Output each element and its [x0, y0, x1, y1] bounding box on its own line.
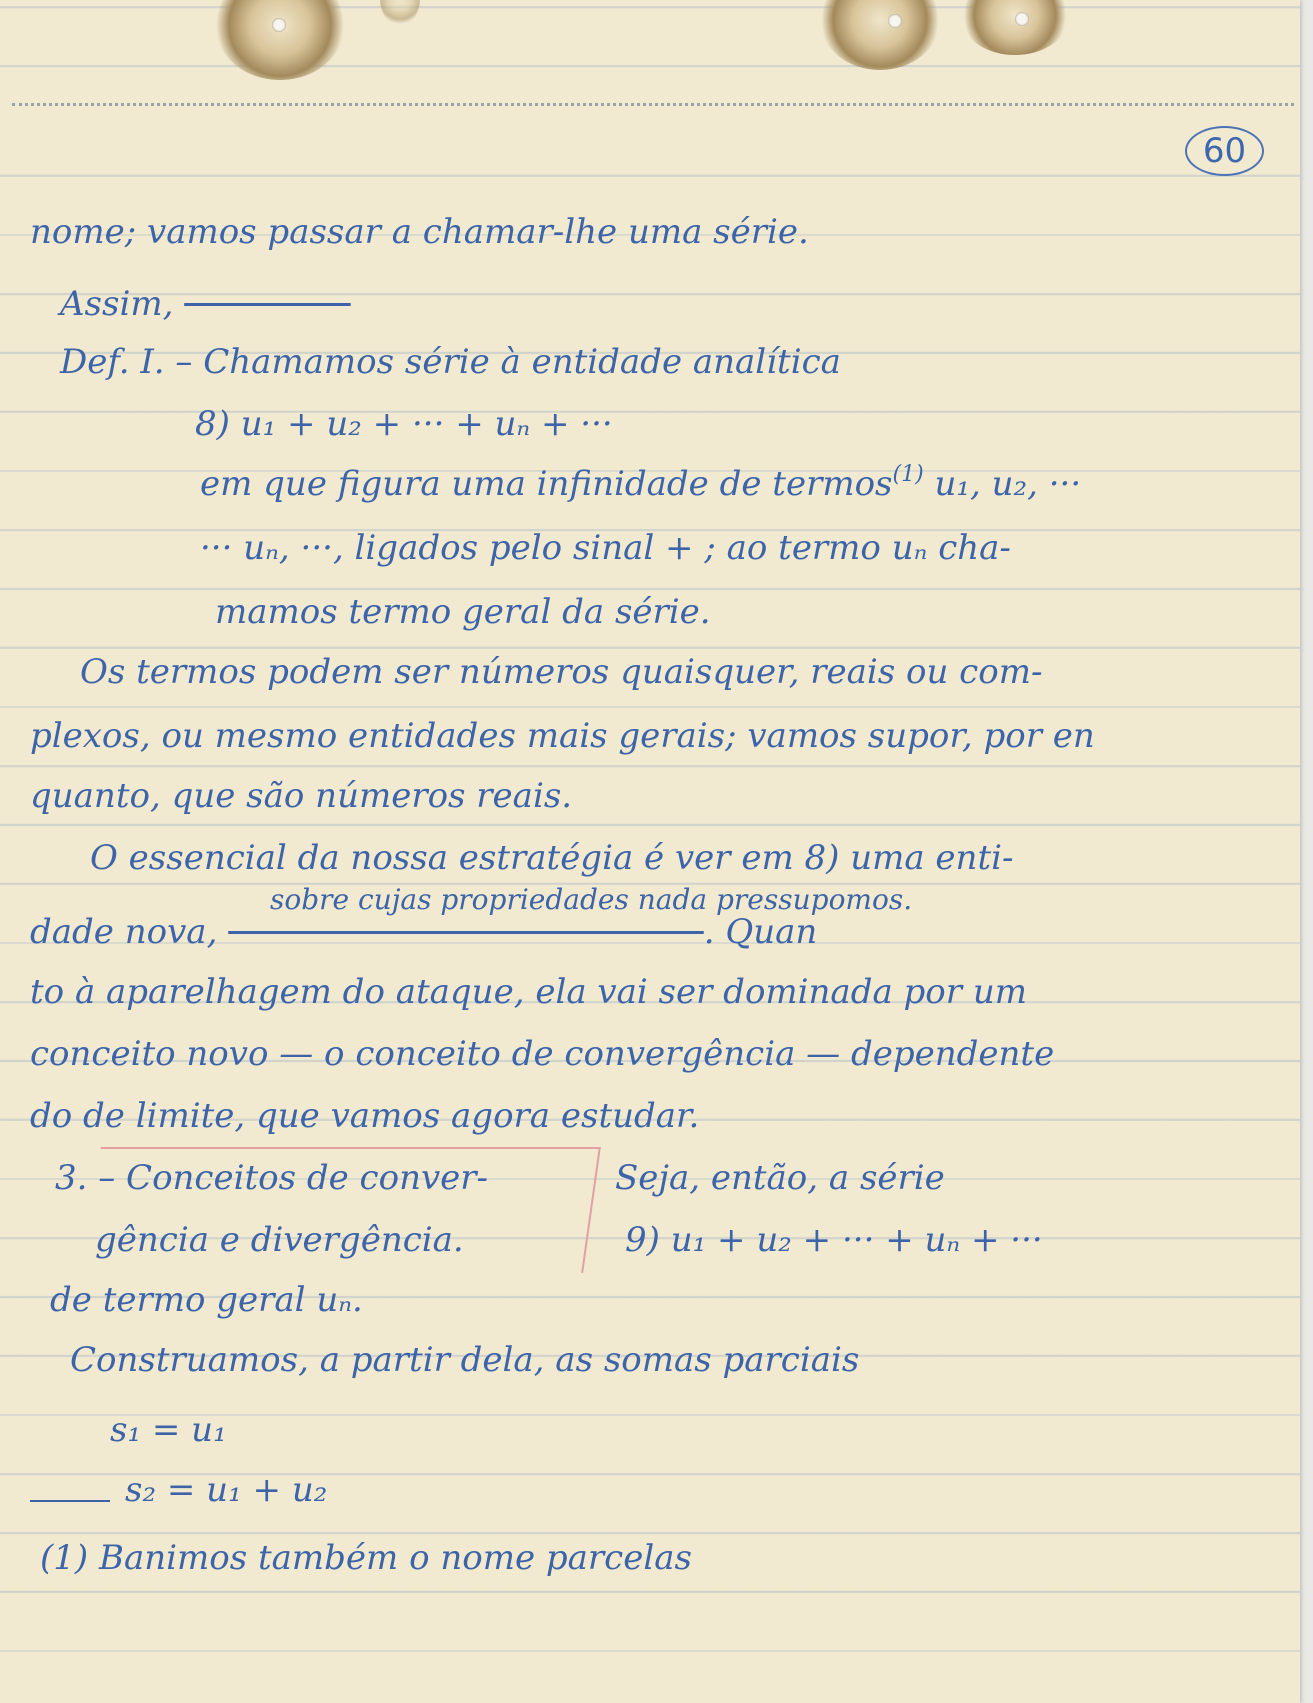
text-line: nome; vamos passar a chamar-lhe uma série. — [30, 212, 809, 252]
text-line: Construamos, a partir dela, as somas parciais — [70, 1340, 860, 1380]
burn-mark — [960, 0, 1070, 55]
formula-8: 8) u₁ + u₂ + ··· + uₙ + ··· — [195, 404, 613, 444]
burn-mark — [820, 0, 940, 70]
punch-hole — [888, 14, 902, 28]
burn-mark — [215, 0, 345, 80]
text-line: quanto, que são números reais. — [30, 776, 573, 816]
text-line: de termo geral uₙ. — [50, 1280, 363, 1320]
text-line: Seja, então, a série — [615, 1158, 945, 1198]
inserted-text: sobre cujas propriedades nada pressupomos. — [270, 883, 913, 916]
section-heading: gência e divergência. — [95, 1220, 464, 1260]
formula-partial-sum: s₁ = u₁ — [110, 1410, 227, 1450]
text-line: to à aparelhagem do ataque, ela vai ser dominada por um — [30, 972, 1027, 1012]
section-heading: 3. – Conceitos de conver- — [55, 1158, 489, 1198]
punch-hole — [272, 18, 286, 32]
text-line: O essencial da nossa estratégia é ver em 8) uma enti- — [90, 838, 1014, 878]
formula-partial-sum: s₂ = u₁ + u₂ — [125, 1470, 328, 1510]
text-line: mamos termo geral da série. — [215, 592, 711, 632]
text-line: Assim, — [60, 284, 174, 324]
footnote: (1) Banimos também o nome parcelas — [40, 1538, 692, 1578]
text-line: do de limite, que vamos agora estudar. — [30, 1096, 700, 1136]
text-line: em que figura uma infinidade de termos$^{(1)}$ u₁, u₂, ··· — [200, 462, 1082, 504]
text-line: Os termos podem ser números quaisquer, reais ou com- — [80, 652, 1043, 692]
text-line: plexos, ou mesmo entidades mais gerais; vamos supor, por en — [30, 716, 1095, 756]
burn-mark — [380, 0, 420, 25]
page-number: 60 — [1185, 126, 1264, 176]
footnote-separator — [30, 1500, 110, 1502]
punch-hole — [1015, 12, 1029, 26]
perforation-line — [12, 103, 1294, 106]
text-line: ··· uₙ, ···, ligados pelo sinal + ; ao termo uₙ cha- — [200, 528, 1011, 568]
text-line: conceito novo — o conceito de convergência — dependente — [30, 1034, 1055, 1074]
definition-line: Def. I. – Chamamos série à entidade analítica — [60, 342, 841, 382]
text-line: dade nova, . Quan — [30, 912, 818, 952]
formula-9: 9) u₁ + u₂ + ··· + uₙ + ··· — [625, 1220, 1043, 1260]
